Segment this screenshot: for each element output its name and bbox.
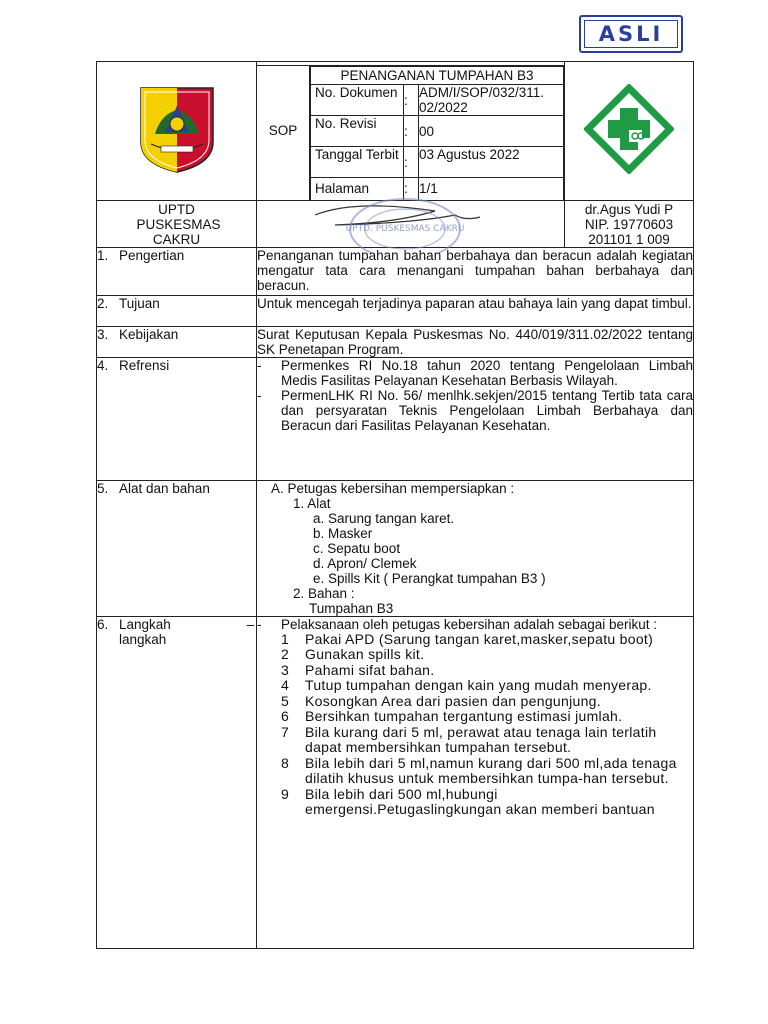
row-number: 1. bbox=[97, 247, 109, 263]
step-text: Pakai APD (Sarung tangan karet,masker,sepatu boot) bbox=[305, 630, 654, 647]
list-item: a. Sarung tangan karet. bbox=[313, 510, 455, 526]
list-item: b. Masker bbox=[313, 525, 373, 541]
step-text: Bila lebih dari 5 ml,namun kurang dari 500 ml,ada tenaga dilatih khusus untuk membersihkan tumpa-han tersebut. bbox=[305, 754, 677, 786]
header-info-cell bbox=[310, 62, 565, 201]
field-colon: : bbox=[404, 154, 408, 170]
alat-list bbox=[257, 480, 694, 616]
asli-stamp bbox=[579, 15, 683, 53]
step-text: Kosongkan Area dari pasien dan pengunjung. bbox=[305, 692, 601, 709]
signer-name: dr.Agus Yudi P bbox=[584, 201, 674, 217]
row-number: 3. bbox=[97, 326, 109, 342]
field-colon: : bbox=[404, 123, 408, 139]
step-number: 1 bbox=[281, 630, 290, 647]
step-number: 6 bbox=[281, 708, 290, 724]
step-number: 5 bbox=[281, 692, 290, 709]
list-item bbox=[257, 663, 693, 679]
list-item: d. Apron/ Clemek bbox=[313, 555, 417, 571]
seal-text: UPTD. PUSKESMAS CAKRU bbox=[345, 223, 465, 234]
step-number: 4 bbox=[281, 677, 290, 693]
table-row bbox=[97, 295, 694, 326]
bahan-item: Tumpahan B3 bbox=[309, 600, 394, 616]
refrensi-list bbox=[257, 357, 694, 480]
list-item bbox=[257, 709, 693, 725]
row-label: Pengertian bbox=[119, 247, 185, 263]
row-number: 2. bbox=[97, 295, 109, 311]
alat-heading: 1. Alat bbox=[293, 495, 331, 511]
step-number: 8 bbox=[281, 754, 290, 771]
list-item bbox=[257, 787, 693, 818]
signature-cell bbox=[257, 200, 565, 247]
step-text: Tutup tumpahan dengan kain yang mudah menyerap. bbox=[305, 677, 652, 693]
sop-label: SOP bbox=[268, 123, 298, 139]
list-item bbox=[257, 725, 693, 756]
field-value-tanggal: 03 Agustus 2022 bbox=[419, 147, 520, 162]
list-item bbox=[257, 647, 693, 663]
regency-crest-icon bbox=[137, 84, 217, 174]
alat-intro: A. Petugas kebersihan mempersiapkan : bbox=[271, 480, 515, 496]
row-number: 4. bbox=[97, 357, 109, 373]
field-value-dokumen: ADM/I/SOP/032/311. 02/2022 bbox=[419, 85, 545, 115]
regency-logo-cell bbox=[97, 62, 257, 201]
field-label-tanggal: Tanggal Terbit bbox=[315, 147, 399, 162]
org-name: UPTD PUSKESMAS CAKRU bbox=[136, 201, 221, 247]
list-item: e. Spills Kit ( Perangkat tumpahan B3 ) bbox=[313, 570, 546, 586]
field-value-halaman: 1/1 bbox=[419, 181, 438, 197]
list-item bbox=[257, 678, 693, 694]
field-label-dokumen: No. Dokumen bbox=[315, 85, 398, 100]
list-item bbox=[257, 694, 693, 710]
step-text: Bila lebih dari 500 ml,hubungi emergensi.Petugaslingkungan akan memberi bantuan bbox=[305, 785, 655, 817]
list-item bbox=[257, 632, 693, 648]
field-value-revisi: 00 bbox=[419, 123, 435, 139]
row-label: Langkah bbox=[119, 616, 171, 632]
table-row bbox=[97, 357, 694, 480]
list-item bbox=[257, 756, 693, 787]
row-label: Refrensi bbox=[119, 357, 170, 373]
list-item: - PermenLHK RI No. 56/ menlhk.sekjen/2015 tentang Tertib tata cara dan persyaratan Teknis Pengelolaan Limbah Berbahaya dan Beracun dari Fasilitas Pelayanan Kesehatan. bbox=[257, 387, 693, 433]
langkah-list bbox=[257, 616, 694, 948]
row-number: 5. bbox=[97, 480, 109, 496]
step-text: Bersihkan tumpahan tergantung estimasi jumlah. bbox=[305, 708, 623, 724]
org-cell bbox=[97, 200, 257, 247]
puskesmas-logo-icon bbox=[584, 84, 674, 174]
step-text: Gunakan spills kit. bbox=[305, 646, 425, 662]
row-label-dash: – bbox=[246, 616, 254, 632]
asli-stamp-label: ASLI bbox=[598, 21, 664, 46]
field-colon: : bbox=[404, 181, 408, 197]
row-label-continued: langkah bbox=[119, 631, 167, 647]
signature-seal-icon bbox=[265, 193, 565, 253]
header-fields bbox=[310, 66, 564, 200]
bahan-heading: 2. Bahan : bbox=[293, 585, 355, 601]
row-label: Alat dan bahan bbox=[119, 480, 210, 496]
table-row bbox=[97, 616, 694, 948]
pengertian-text: Penanganan tumpahan bahan berbahaya dan beracun adalah kegiatan mengatur tata cara menangani tumpahan bahan berbahaya dan beracun. bbox=[257, 247, 693, 293]
table-row bbox=[97, 247, 694, 295]
list-item: c. Sepatu boot bbox=[313, 540, 401, 556]
kebijakan-text: Surat Keputusan Kepala Puskesmas No. 440/019/311.02/2022 tentang SK Penetapan Program. bbox=[257, 326, 693, 357]
document-title: PENANGANAN TUMPAHAN B3 bbox=[340, 68, 534, 83]
langkah-label-cell bbox=[97, 616, 257, 948]
table-row bbox=[97, 480, 694, 616]
list-item: - Permenkes RI No.18 tahun 2020 tentang Pengelolaan Limbah Medis Fasilitas Pelayanan Kesehatan Berbasis Wilayah. bbox=[257, 357, 693, 388]
steps-list bbox=[257, 632, 693, 818]
row-label: Kebijakan bbox=[119, 326, 179, 342]
step-number: 2 bbox=[281, 646, 290, 662]
sop-table bbox=[96, 61, 694, 949]
refrensi-item: PermenLHK RI No. 56/ menlhk.sekjen/2015 tentang Tertib tata cara dan persyaratan Teknis Pengelolaan Limbah Berbahaya dan Beracun dari Fasilitas Pelayanan Kesehatan. bbox=[281, 387, 693, 433]
field-label-revisi: No. Revisi bbox=[315, 116, 377, 131]
row-label: Tujuan bbox=[119, 295, 160, 311]
refrensi-item: Permenkes RI No.18 tahun 2020 tentang Pengelolaan Limbah Medis Fasilitas Pelayanan Kesehatan Berbasis Wilayah. bbox=[281, 357, 693, 388]
step-number: 7 bbox=[281, 723, 290, 740]
puskesmas-logo-cell bbox=[565, 62, 694, 201]
langkah-intro: - Pelaksanaan oleh petugas kebersihan adalah sebagai berikut : bbox=[257, 616, 658, 632]
field-colon: : bbox=[404, 92, 408, 108]
tujuan-text: Untuk mencegah terjadinya paparan atau bahaya lain yang dapat timbul. bbox=[257, 295, 692, 311]
step-text: Pahami sifat bahan. bbox=[305, 661, 435, 678]
step-number: 3 bbox=[281, 661, 290, 678]
row-number: 6. bbox=[97, 616, 109, 632]
step-text: Bila kurang dari 5 ml, perawat atau tenaga lain terlatih dapat membersihkan tumpahan tersebut. bbox=[305, 723, 657, 755]
table-row bbox=[97, 326, 694, 357]
field-label-halaman: Halaman bbox=[315, 181, 370, 197]
step-number: 9 bbox=[281, 785, 290, 802]
sop-label-cell bbox=[257, 62, 310, 201]
signer-nip: NIP. 19770603 201101 1 009 bbox=[584, 216, 674, 247]
signer-cell bbox=[565, 200, 694, 247]
